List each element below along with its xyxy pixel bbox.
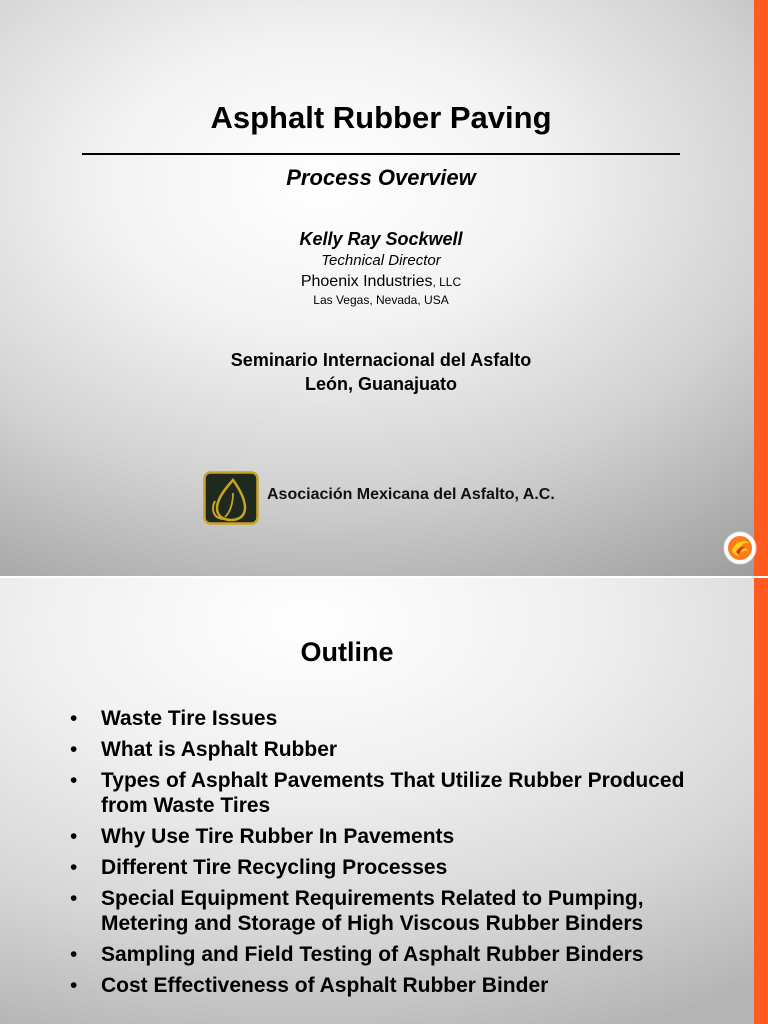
outline-title: Outline — [300, 637, 394, 667]
company-suffix: , LLC — [432, 275, 462, 289]
seminar-city: León, Guanajuato — [304, 374, 457, 394]
list-item: • Why Use Tire Rubber In Pavements — [70, 824, 730, 849]
list-item: • Different Tire Recycling Processes — [70, 855, 730, 880]
phoenix-logo-icon — [723, 531, 757, 565]
slide-title: Asphalt Rubber Paving — [210, 100, 552, 135]
author-role: Technical Director — [321, 252, 441, 269]
seminar-name: Seminario Internacional del Asfalto — [230, 350, 532, 370]
list-item: • Types of Asphalt Pavements That Utilize Rubber Produced from Waste Tires — [70, 768, 730, 818]
outline-list — [70, 706, 730, 1004]
droplet-logo-icon — [203, 471, 259, 525]
company-location: Las Vegas, Nevada, USA — [313, 293, 449, 307]
title-divider — [82, 153, 680, 155]
company-name — [82, 273, 680, 291]
accent-bar — [754, 578, 768, 1024]
association-name: Asociación Mexicana del Asfalto, A.C. — [267, 486, 555, 503]
list-item: • Sampling and Field Testing of Asphalt Rubber Binders — [70, 942, 730, 967]
author-name: Kelly Ray Sockwell — [299, 229, 463, 249]
slide-subtitle: Process Overview — [286, 165, 476, 190]
company-name-text: Phoenix Industries — [300, 273, 433, 290]
list-item: • Waste Tire Issues — [70, 706, 730, 731]
list-item: • Special Equipment Requirements Related to Pumping, Metering and Storage of High Viscous Rubber Binders — [70, 886, 730, 936]
list-item: • What is Asphalt Rubber — [70, 737, 730, 762]
accent-bar — [754, 0, 768, 576]
list-item: • Cost Effectiveness of Asphalt Rubber Binder — [70, 973, 730, 998]
